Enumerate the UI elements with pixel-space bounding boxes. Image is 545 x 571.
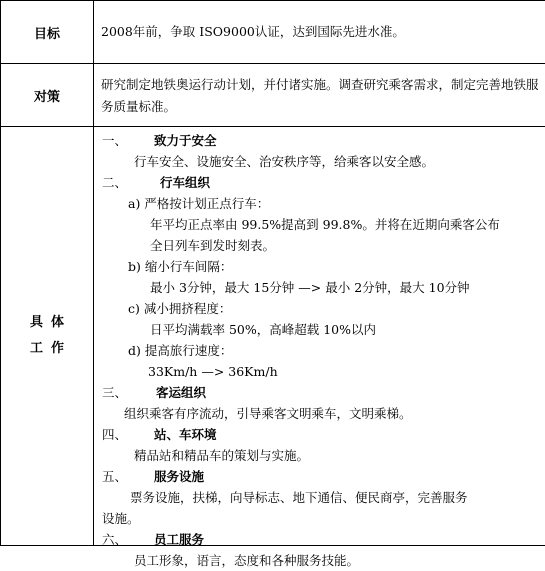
section-6-number: 六、 bbox=[102, 530, 127, 550]
item-a-heading: a) 严格按计划正点行车： bbox=[128, 194, 269, 214]
section-3-title: 客运组织 bbox=[156, 383, 206, 403]
section-5-title: 服务设施 bbox=[154, 467, 204, 487]
item-c-heading: c) 减小拥挤程度： bbox=[128, 299, 231, 319]
section-2-title: 行车组织 bbox=[160, 173, 210, 193]
section-6-body: 员工形象，语言，态度和各种服务技能。 bbox=[134, 551, 359, 571]
section-4-title: 站、车环境 bbox=[154, 425, 217, 445]
item-b-line1: 最小 3分钟，最大 15分钟 —> 最小 2分钟，最大 10分钟 bbox=[150, 278, 470, 298]
measure-text: 研究制定地铁奥运行动计划，并付诸实施。调查研究乘客需求，制定完善地铁服务质量标准。 bbox=[94, 64, 545, 118]
section-5-body-line1: 票务设施，扶梯，向导标志、地下通信、便民商亭，完善服务 bbox=[130, 488, 468, 508]
item-a-line1: 年平均正点率由 99.5%提高到 99.8%。并将在近期向乘客公布 bbox=[150, 215, 500, 235]
work-row bbox=[1, 127, 545, 546]
section-1-number: 一、 bbox=[102, 131, 127, 151]
goal-row bbox=[1, 1, 545, 64]
section-3-number: 三、 bbox=[102, 383, 127, 403]
work-label-line1: 具体 bbox=[9, 310, 93, 336]
item-d-line1: 33Km/h —> 36Km/h bbox=[148, 362, 278, 382]
section-2-number: 二、 bbox=[102, 173, 127, 193]
measure-label: 对策 bbox=[1, 64, 94, 127]
goal-text: 2008年前，争取 ISO9000认证，达到国际先进水准。 bbox=[94, 1, 545, 43]
work-label bbox=[1, 127, 94, 546]
work-cell bbox=[94, 127, 545, 546]
item-c-line1: 日平均满载率 50%，高峰超载 10%以内 bbox=[150, 320, 376, 340]
section-5-body-line2: 设施。 bbox=[102, 509, 140, 529]
item-d-heading: d) 提高旅行速度： bbox=[128, 341, 232, 361]
section-1-body: 行车安全、设施安全、治安秩序等，给乘客以安全感。 bbox=[134, 152, 434, 172]
section-1-title: 致力于安全 bbox=[154, 131, 217, 151]
goal-label: 目标 bbox=[1, 1, 94, 64]
item-b-heading: b) 缩小行车间隔： bbox=[128, 257, 232, 277]
section-4-body: 精品站和精品车的策划与实施。 bbox=[134, 446, 309, 466]
work-label-line2: 工作 bbox=[9, 336, 93, 362]
section-4-number: 四、 bbox=[102, 425, 127, 445]
section-5-number: 五、 bbox=[102, 467, 127, 487]
item-a-line2: 全日列车到发时刻表。 bbox=[150, 236, 275, 256]
goal-cell bbox=[94, 1, 545, 64]
section-3-body: 组织乘客有序流动，引导乘客文明乘车，文明乘梯。 bbox=[124, 404, 412, 424]
section-6-title: 员工服务 bbox=[154, 530, 204, 550]
measure-cell bbox=[94, 64, 545, 127]
measure-row bbox=[1, 64, 545, 127]
